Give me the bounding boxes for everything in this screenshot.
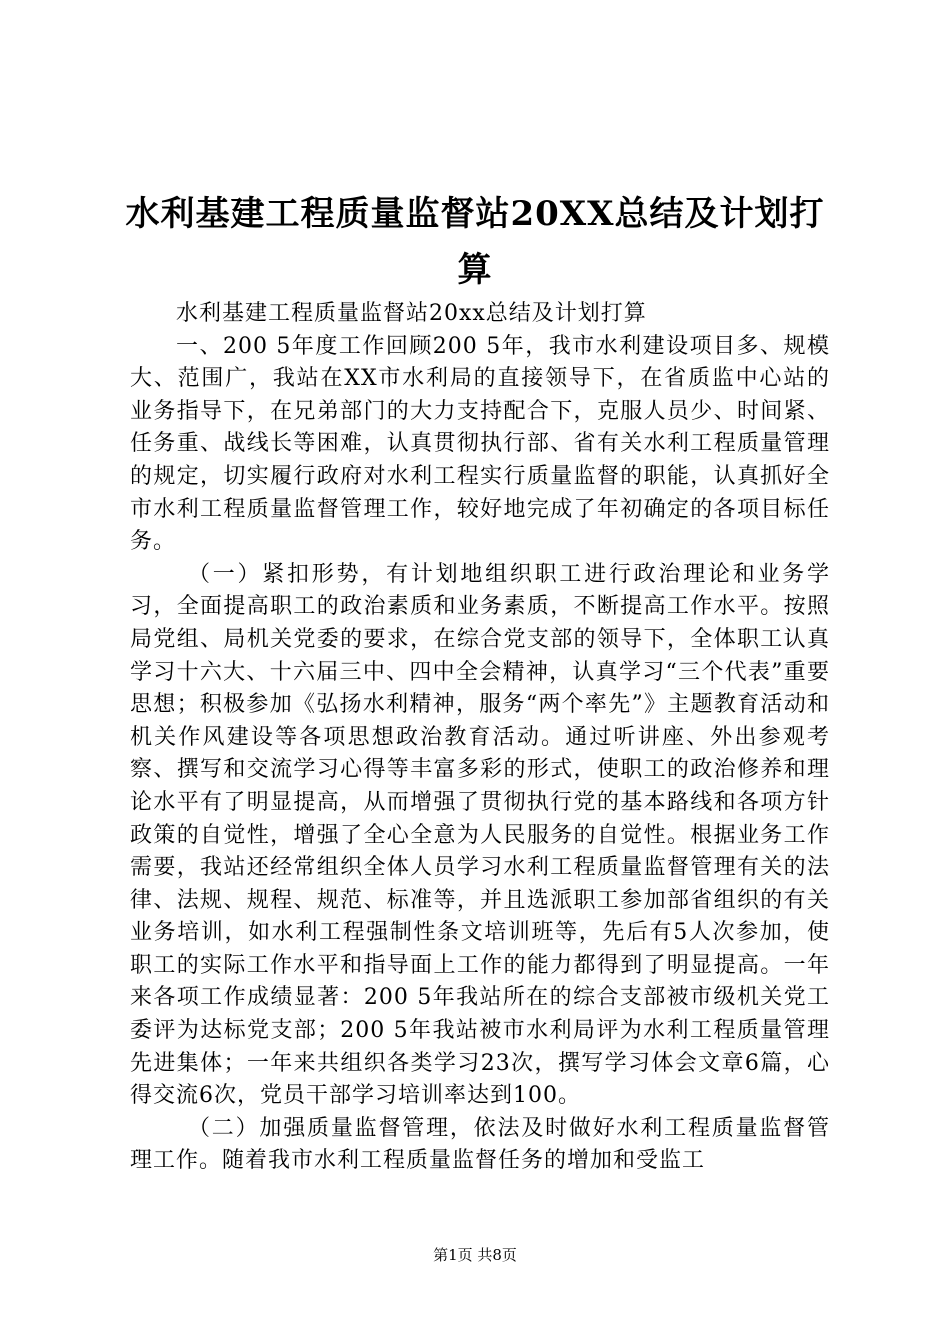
paragraph-subtitle: 水利基建工程质量监督站20xx总结及计划打算 [176,301,647,326]
paragraph-section-1-1: （一）紧扣形势，有计划地组织职工进行政治理论和业务学习，全面提高职工的政治素质和业务素质，不断提高工作水平。按照局党组、局机关党委的要求，在综合党支部的领导下，全体职工认真学习十六大、十六届三中、四中全会精神，认真学习“三个代表”重要思想；积极参加《弘扬水利精神，服务“两个率先”》主题教育活动和机关作风建设等各项思想政治教育活动。通过听讲座、外出参观考察、撰写和交流学习心得等丰富多彩的形式，使职工的政治修养和理论水平有了明显提高，从而增强了贯彻执行党的基本路线和各项方针政策的自觉性，增强了全心全意为人民服务的自觉性。根据业务工作需要，我站还经常组织全体人员学习水利工程质量监督管理有关的法律、法规、规程、规范、标准等，并且选派职工参加部省组织的有关业务培训，如水利工程强制性条文培训班等，先后有5人次参加，使职工的实际工作水平和指导面上工作的能力都得到了明显提高。一年来各项工作成绩显著：200 5年我站所在的综合支部被市级机关党工委评为达标党支部；200 5年我站被市水利局评为水利工程质量管理先进集体；一年来共组织各类学习23次，撰写学习体会文章6篇，心得交流6次，党员干部学习培训率达到100。 [130,561,830,1109]
paragraph-section-1: 一、200 5年度工作回顾200 5年，我市水利建设项目多、规模大、范围广，我站在XX市水利局的直接领导下，在省质监中心站的业务指导下，在兄弟部门的大力支持配合下，克服人员少、时间紧、任务重、战线长等困难，认真贯彻执行部、省有关水利工程质量管理的规定，切实履行政府对水利工程实行质量监督的职能，认真抓好全市水利工程质量监督管理工作，较好地完成了年初确定的各项目标任务。 [130,333,830,555]
paragraph-section-1-2: （二）加强质量监督管理，依法及时做好水利工程质量监督管理工作。随着我市水利工程质量监督任务的增加和受监工 [130,1115,830,1174]
document-title: 水利基建工程质量监督站20XX总结及计划打算 [125,194,825,290]
page-footer: 第1页 共8页 [433,1246,517,1264]
document-body [130,298,830,1178]
